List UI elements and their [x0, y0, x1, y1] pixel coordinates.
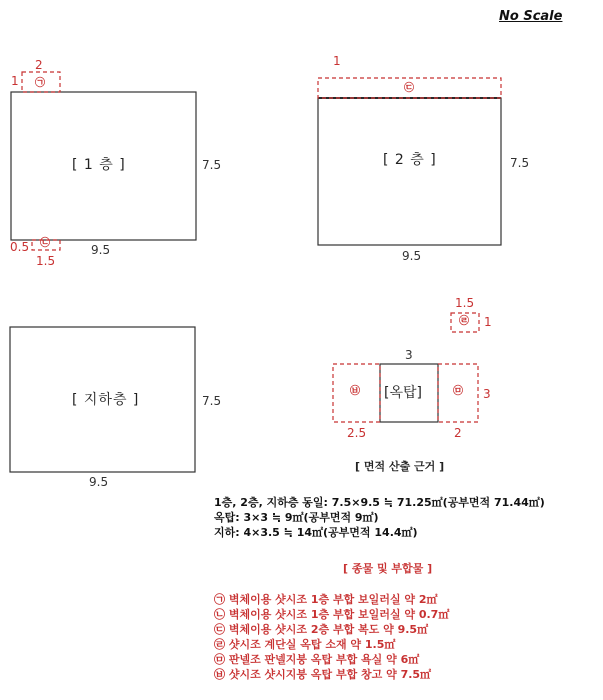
rooftop-ext-left-mark: ㉥: [350, 386, 360, 397]
rooftop-ext-right-mark: ㉤: [453, 386, 463, 397]
annex-item-1: ㉠ 벽체이용 샷시조 1층 부합 보일러실 약 2㎡: [214, 593, 438, 606]
rooftop-ext-right-width-dim: 2: [454, 426, 462, 440]
basement-height-dim: 7.5: [202, 394, 222, 408]
calc-line-2: 옥탑: 3×3 ≒ 9㎡(공부면적 9㎡): [214, 511, 379, 524]
annex-item-6: ㉥ 샷시조 샷시지붕 옥탑 부합 창고 약 7.5㎡: [214, 668, 432, 681]
basement-width-dim: 9.5: [89, 475, 109, 489]
rooftop-ext-top-height-dim: 1: [484, 315, 492, 329]
rooftop-width-dim: 3: [405, 348, 413, 362]
floor1-ext-top-height-dim: 1: [11, 74, 19, 88]
rooftop-ext-left-width-dim: 2.5: [347, 426, 367, 440]
annex-item-5: ㉤ 판넬조 판넬지붕 옥탑 부합 욕실 약 6㎡: [214, 653, 420, 666]
floor2-ext-top-height-dim: 1: [333, 54, 341, 68]
floor2-outline: [318, 98, 501, 245]
calc-title: [ 면적 산출 근거 ]: [355, 460, 445, 473]
floor1-width-dim: 9.5: [91, 243, 111, 257]
floor1-ext-bottom-mark: ㉡: [40, 238, 50, 249]
floor1-ext-top-mark: ㉠: [35, 78, 45, 89]
basement-label: [ 지하층 ]: [72, 392, 140, 408]
rooftop-label: [옥탑]: [384, 385, 422, 401]
scale-note: No Scale: [499, 9, 563, 24]
floor2-height-dim: 7.5: [510, 156, 530, 170]
rooftop-ext-right-height-dim: 3: [483, 387, 491, 401]
annex-item-2: ㉡ 벽체이용 샷시조 1층 부합 보일러실 약 0.7㎡: [214, 608, 450, 621]
calc-line-1: 1층, 2층, 지하층 동일: 7.5×9.5 ≒ 71.25㎡(공부면적 71.44㎡): [214, 496, 545, 509]
annex-title: [ 종물 및 부합물 ]: [343, 562, 433, 575]
calc-line-3: 지하: 4×3.5 ≒ 14㎡(공부면적 14.4㎡): [214, 526, 418, 539]
floor2-width-dim: 9.5: [402, 249, 422, 263]
floor1-ext-top-width-dim: 2: [35, 58, 43, 72]
floor1-label: [ 1 층 ]: [72, 157, 126, 173]
annex-item-4: ㉣ 샷시조 계단실 옥탑 소재 약 1.5㎡: [214, 638, 396, 651]
rooftop-ext-top-width-dim: 1.5: [455, 296, 475, 310]
floor1-ext-bottom-height-dim: 0.5: [10, 240, 30, 254]
annex-item-3: ㉢ 벽체이용 샷시조 2층 부합 복도 약 9.5㎡: [214, 623, 429, 636]
floor2-label: [ 2 층 ]: [383, 152, 437, 168]
floor1-height-dim: 7.5: [202, 158, 222, 172]
rooftop-ext-top-mark: ㉣: [459, 316, 469, 327]
floor1-ext-bottom-width-dim: 1.5: [36, 254, 56, 268]
floor2-ext-top-mark: ㉢: [404, 83, 414, 94]
